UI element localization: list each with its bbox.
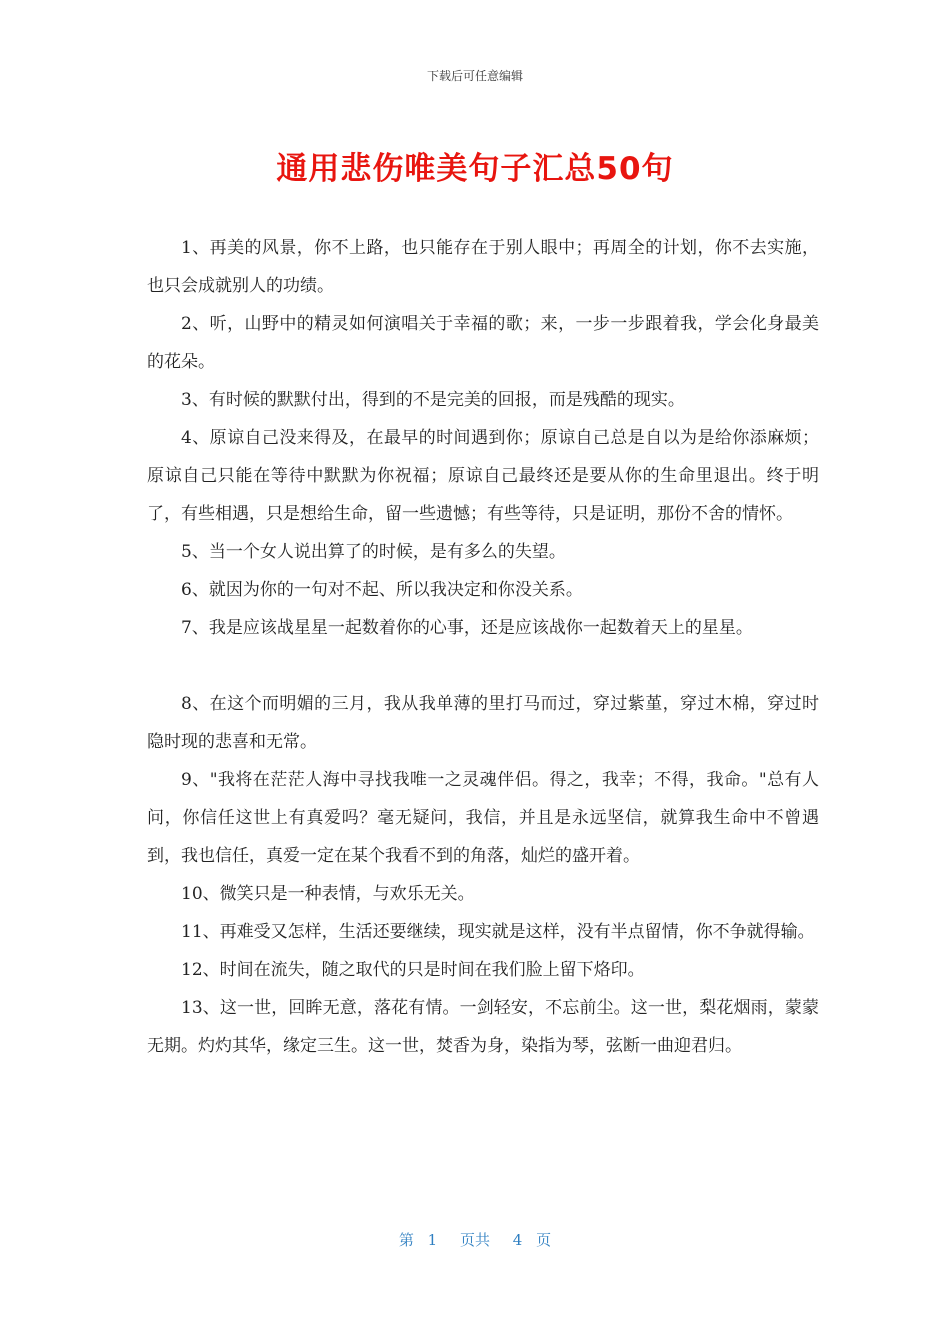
paragraph-9: 9、"我将在茫茫人海中寻找我唯一之灵魂伴侣。得之，我幸；不得，我命。"总有人问，你信任这世上有真爱吗？毫无疑问，我信，并且是永远坚信，就算我生命中不曾遇到，我也信任，真爱一定在某个我看不到的角落，灿烂的盛开着。: [147, 770, 819, 866]
paragraph-5: 5、当一个女人说出算了的时候，是有多么的失望。: [181, 542, 566, 562]
page-label-post: 页: [536, 1231, 552, 1249]
header-note: 下载后可任意编辑: [426, 69, 523, 83]
document-body: [147, 229, 819, 1065]
paragraph-1: 1、再美的风景，你不上路，也只能存在于别人眼中；再周全的计划，你不去实施，也只会成就别人的功绩。: [147, 238, 819, 296]
paragraph-11: 11、再难受又怎样，生活还要继续，现实就是这样，没有半点留情，你不争就得输。: [181, 922, 815, 942]
page-footer: [0, 1229, 950, 1250]
paragraph-12: 12、时间在流失，随之取代的只是时间在我们脸上留下烙印。: [181, 960, 645, 980]
paragraph-10: 10、微笑只是一种表情，与欢乐无关。: [181, 884, 475, 904]
document-title: 通用悲伤唯美句子汇总50句: [276, 151, 674, 187]
paragraph-2: 2、听，山野中的精灵如何演唱关于幸福的歌；来，一步一步跟着我，学会化身最美的花朵。: [147, 314, 819, 372]
paragraph-7: 7、我是应该战星星一起数着你的心事，还是应该战你一起数着天上的星星。: [181, 618, 753, 638]
paragraph-8: 8、在这个而明媚的三月，我从我单薄的里打马而过，穿过紫堇，穿过木棉，穿过时隐时现的悲喜和无常。: [147, 694, 819, 752]
page-current: 1: [427, 1231, 438, 1249]
paragraph-3: 3、有时候的默默付出，得到的不是完美的回报，而是残酷的现实。: [181, 390, 685, 410]
page-label-pre: 第: [398, 1231, 414, 1249]
paragraph-6: 6、就因为你的一句对不起、所以我决定和你没关系。: [181, 580, 583, 600]
paragraph-13: 13、这一世，回眸无意，落花有情。一剑轻安，不忘前尘。这一世，梨花烟雨，蒙蒙无期。灼灼其华，缘定三生。这一世，焚香为身，染指为琴，弦断一曲迎君归。: [147, 998, 819, 1056]
page-label-mid: 页共: [459, 1231, 490, 1249]
page-total: 4: [512, 1231, 523, 1249]
paragraph-4: 4、原谅自己没来得及，在最早的时间遇到你；原谅自己总是自以为是给你添麻烦；原谅自己只能在等待中默默为你祝福；原谅自己最终还是要从你的生命里退出。终于明了，有些相遇，只是想给生命，留一些遗憾；有些等待，只是证明，那份不舍的情怀。: [147, 428, 819, 524]
